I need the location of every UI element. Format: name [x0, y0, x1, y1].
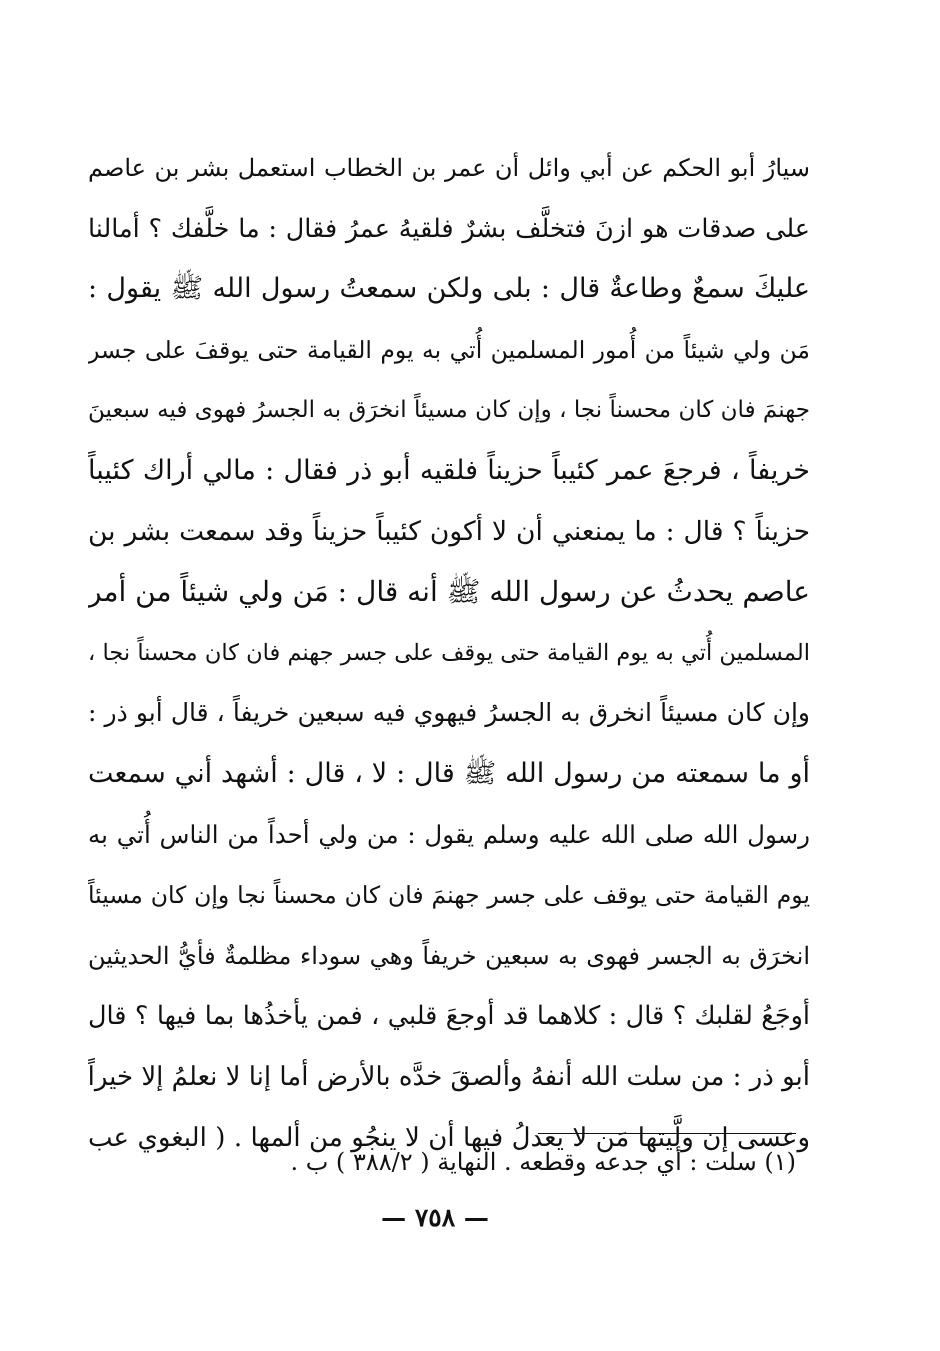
main-text-block — [88, 138, 810, 1168]
text-line: وإن كان مسيئاً انخرق به الجسرُ فيهوي فيه سبعين خريفاً ، قال أبو ذر : — [88, 698, 810, 728]
text-line: يوم القيامة حتى يوقف على جسر جهنمَ فان كان محسناً نجا وإن كان مسيئاً — [88, 881, 810, 910]
text-line: أو ما سمعته من رسول الله ﷺ قال : لا ، قال : أشهد أني سمعت — [88, 757, 810, 789]
text-line: جهنمَ فان كان محسناً نجا ، وإن كان مسيئاً انخرَق به الجسرُ فهوى فيه سبعينَ — [88, 397, 810, 424]
text-line: انخرَق به الجسر فهوى به سبعين خريفاً وهي سوداء مظلمةٌ فأيُّ الحديثين — [88, 941, 810, 970]
text-line: سيارُ أبو الحكم عن أبي وائل أن عمر بن الخطاب استعمل بشر بن عاصم — [88, 154, 810, 182]
text-line: حزيناً ؟ قال : ما يمنعني أن لا أكون كئيباً حزيناً وقد سمعت بشر بن — [88, 515, 810, 547]
text-line: وعسى إن ولَّيتها مَن لا يعدلُ فيها أن لا ينجُو من ألمها . ( البغوي عب — [88, 1122, 810, 1153]
text-line: خريفاً ، فرجعَ عمر كئيباً حزيناً فلقيه أبو ذر فقال : مالي أراك كئيباً — [88, 454, 810, 486]
page-number: — ٧٥٨ — — [381, 1203, 489, 1232]
text-line: المسلمين أُتي به يوم القيامة حتى يوقف على جسر جهنم فان كان محسناً نجا ، — [88, 639, 810, 666]
text-line: مَن ولي شيئاً من أُمور المسلمين أُتي به يوم القيامة حتى يوقفَ على جسر — [88, 335, 810, 364]
text-line: عاصم يحدثُ عن رسول الله ﷺ أنه قال : مَن ولي شيئاً من أمر — [88, 575, 810, 609]
footnote: (١) سلت : أي جدعه وقطعه . النهاية ( ٣٨٨/٢ ) ب . — [290, 1148, 796, 1176]
text-line: أوجَعُ لقلبك ؟ قال : كلاهما قد أوجعَ قلبي ، فمن يأخذُها بما فيها ؟ قال — [88, 1001, 810, 1032]
footnote-divider — [538, 1133, 796, 1134]
text-line: أبو ذر : من سلت الله أنفهُ وألصقَ خدَّه بالأرض أما إنا لا نعلمُ إلا خيراً — [88, 1061, 810, 1092]
text-line: رسول الله صلى الله عليه وسلم يقول : من ولي أحداً من الناس أُتي به — [88, 819, 810, 849]
text-line: عليكَ سمعٌ وطاعةٌ قال : بلى ولكن سمعتُ رسول الله ﷺ يقول : — [88, 273, 810, 305]
text-line: على صدقات هو ازنَ فتخلَّف بشرٌ فلقيهُ عمرُ فقال : ما خلَّفك ؟ أمالنا — [88, 213, 810, 244]
